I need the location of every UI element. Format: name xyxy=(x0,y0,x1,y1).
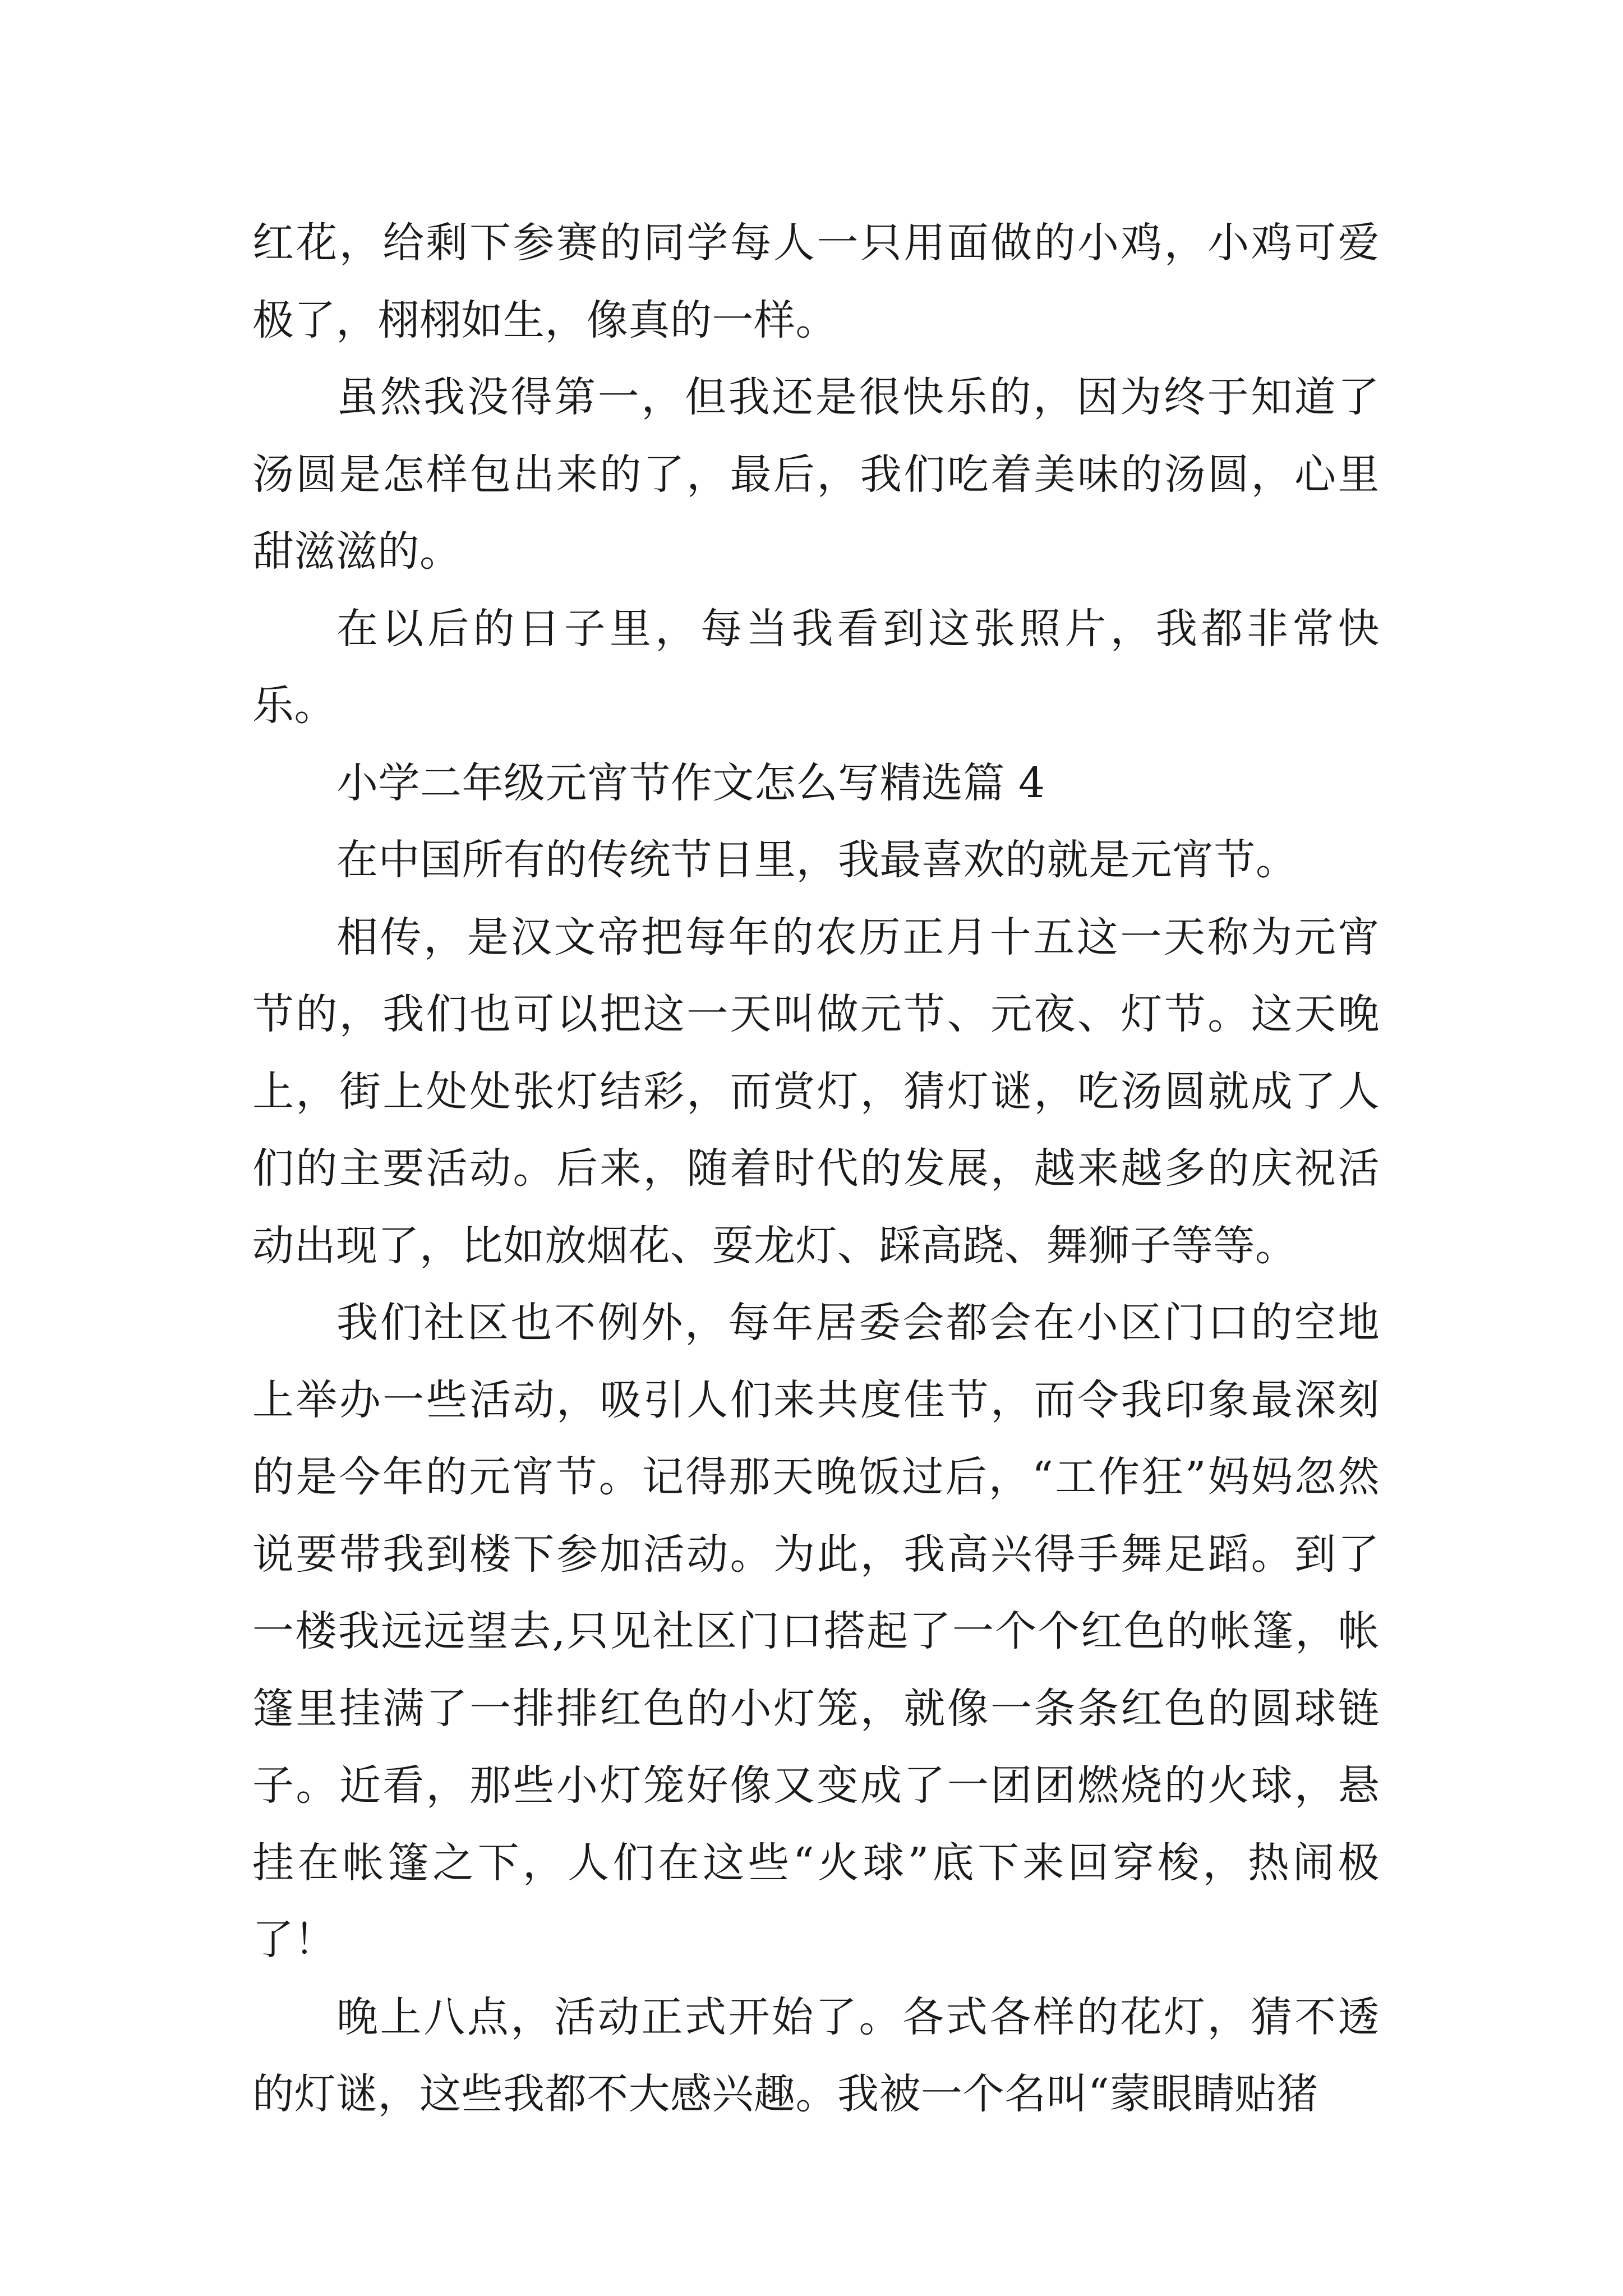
paragraph-1: 红花，给剩下参赛的同学每人一只用面做的小鸡，小鸡可爱极了，栩栩如生，像真的一样。 xyxy=(252,219,1380,344)
paragraph-3: 在以后的日子里，每当我看到这张照片，我都非常快乐。 xyxy=(252,604,1380,730)
paragraph-5: 相传，是汉文帝把每年的农历正月十五这一天称为元宵节的，我们也可以把这一天叫做元节、元夜、灯节。这天晚上，街上处处张灯结彩，而赏灯，猜灯谜，吃汤圆就成了人们的主要活动。后来，随着时代的发展，越来越多的庆祝活动出现了，比如放烟花、耍龙灯、踩高跷、舞狮子等等。 xyxy=(252,913,1380,1270)
paragraph-6: 我们社区也不例外，每年居委会都会在小区门口的空地上举办一些活动，吸引人们来共度佳节，而令我印象最深刻的是今年的元宵节。记得那天晚饭过后，“工作狂”妈妈忽然说要带我到楼下参加活动。为此，我高兴得手舞足蹈。到了一楼我远远望去,只见社区门口搭起了一个个红色的帐篷，帐篷里挂满了一排排红色的小灯笼，就像一条条红色的圆球链子。近看，那些小灯笼好像又变成了一团团燃烧的火球，悬挂在帐篷之下，人们在这些“火球”底下来回穿梭，热闹极了！ xyxy=(252,1299,1380,1964)
paragraph-4: 在中国所有的传统节日里，我最喜欢的就是元宵节。 xyxy=(336,836,1298,884)
paragraph-7: 晚上八点，活动正式开始了。各式各样的花灯，猜不透的灯谜，这些我都不大感兴趣。我被一个名叫“蒙眼睛贴猪 xyxy=(252,1993,1380,2118)
section-heading: 小学二年级元宵节作文怎么写精选篇 4 xyxy=(336,758,1045,807)
essay-body xyxy=(252,205,1380,2133)
paragraph-2: 虽然我没得第一，但我还是很快乐的，因为终于知道了汤圆是怎样包出来的了，最后，我们吃着美味的汤圆，心里甜滋滋的。 xyxy=(252,373,1380,576)
